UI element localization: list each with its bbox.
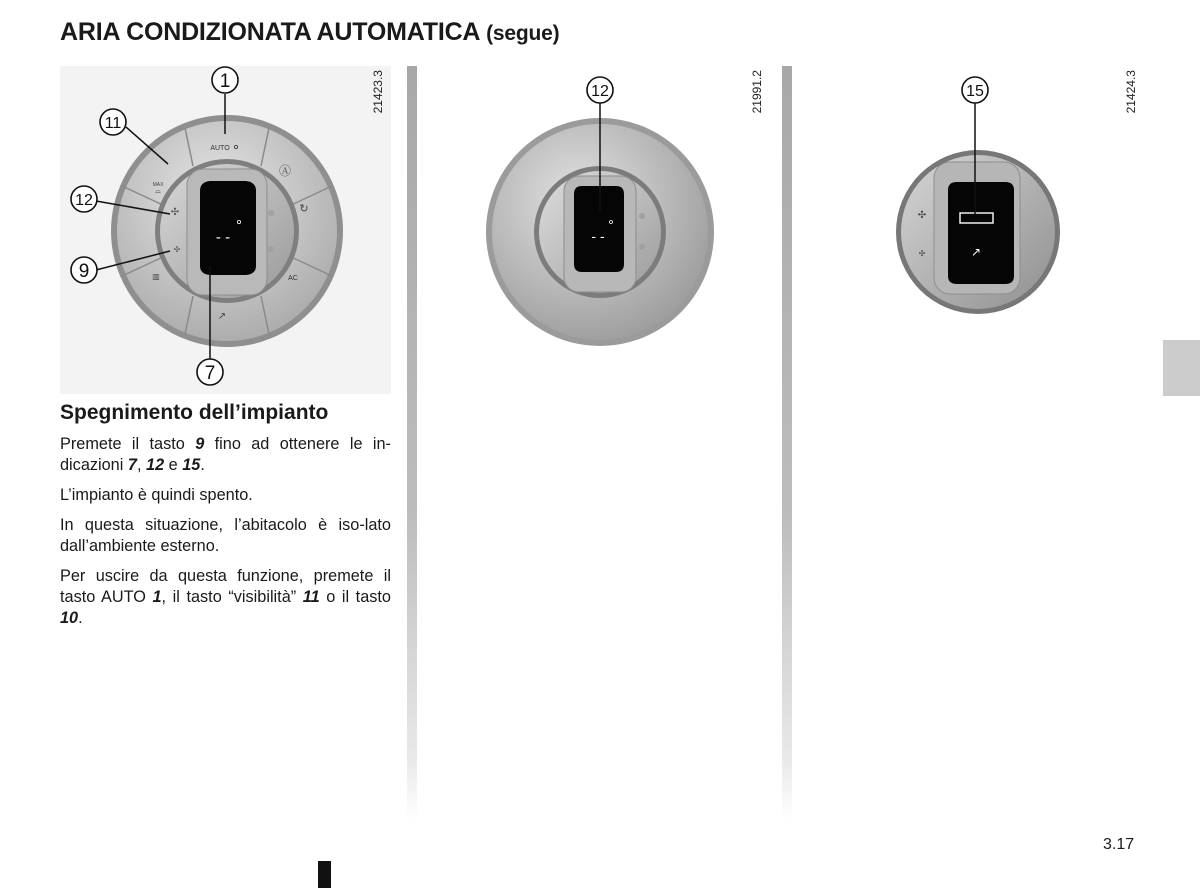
text-run: e (164, 456, 183, 474)
callout-7-label: 7 (204, 363, 216, 384)
page-number: 3.17 (1103, 836, 1135, 853)
auto-recirculation-icon: Ⓐ (278, 164, 292, 178)
text-run: o il tasto (319, 588, 391, 606)
figure-display-12 (434, 66, 764, 356)
title-suffix: (segue) (486, 22, 560, 45)
temperature-up-button[interactable] (639, 213, 645, 219)
callout-12-label: 12 (75, 192, 93, 209)
callout-12 (587, 77, 613, 103)
recirculation-icon: ↻ (299, 203, 309, 215)
callout-9 (71, 257, 97, 283)
fan-low-icon: ✣ (173, 245, 181, 254)
chapter-tab (1163, 340, 1200, 396)
key-reference: 15 (182, 456, 201, 474)
key-reference: 1 (152, 588, 162, 606)
key-reference: 12 (146, 456, 165, 474)
text-run: Per uscire da questa funzione, premete il tasto AUTO (60, 567, 391, 606)
callout-12-label: 12 (591, 83, 609, 100)
display-screen (200, 181, 256, 275)
callout-12 (71, 186, 97, 212)
rear-demist-icon: ▥ (152, 272, 160, 281)
display-screen (948, 182, 1014, 284)
temperature-down-button[interactable] (268, 246, 274, 252)
figure-full-panel (60, 66, 391, 394)
figure-code: 21991.2 (750, 70, 764, 114)
fan-low-icon: ✣ (918, 249, 926, 258)
figure-code: 21424.3 (1124, 70, 1138, 114)
fan-high-icon: ✣ (917, 210, 927, 221)
key-reference: 10 (60, 609, 79, 627)
text-run: fino ad ottenere le in-dicazioni (60, 435, 391, 474)
body-paragraph (60, 515, 391, 557)
title-main: ARIA CONDIZIONATA AUTOMATICA (60, 18, 480, 46)
windscreen-demist-icon: ⌓ (155, 188, 161, 195)
callout-9-label: 9 (78, 261, 90, 282)
fan-high-icon: ✣ (170, 207, 180, 218)
temperature-up-button[interactable] (268, 210, 274, 216)
text-run: . (78, 609, 83, 627)
callout-1-label: 1 (219, 71, 231, 92)
auto-button-label[interactable]: AUTO (210, 145, 230, 152)
callout-11-label: 11 (104, 115, 122, 132)
key-reference: 11 (302, 588, 320, 606)
display-illustration-12 (434, 66, 764, 356)
figure-code: 21423.3 (371, 70, 385, 114)
body-paragraph (60, 566, 391, 629)
text-run: Premete il tasto (60, 435, 196, 453)
page-title (60, 18, 559, 47)
callout-7 (197, 359, 223, 385)
text-run: , il tasto “visibilità” (161, 588, 303, 606)
text-run: In questa situazione, l’abitacolo è iso-lato dall’ambiente esterno. (60, 516, 391, 555)
text-run: . (200, 456, 205, 474)
callout-1 (212, 67, 238, 93)
body-paragraph (60, 485, 391, 506)
key-reference: 9 (195, 435, 205, 453)
print-crop-mark (318, 861, 331, 888)
text-run: L’impianto è quindi spento. (60, 486, 253, 504)
body-paragraph (60, 434, 391, 476)
section-heading: Spegnimento dell’impianto (60, 401, 329, 424)
key-reference: 7 (127, 456, 137, 474)
column-divider-left (407, 66, 417, 820)
display-dashes: - - (215, 229, 231, 246)
callout-15 (962, 77, 988, 103)
callout-15-label: 15 (966, 83, 984, 100)
callout-11 (100, 109, 126, 135)
climate-panel-illustration (60, 66, 391, 394)
ac-button-label[interactable]: AC (288, 275, 298, 282)
temperature-down-button[interactable] (639, 244, 645, 250)
air-distribution-icon: ↗ (970, 245, 982, 259)
display-illustration-15 (808, 66, 1138, 326)
text-run: , (136, 456, 147, 474)
figure-display-15 (808, 66, 1138, 326)
column-divider-right (782, 66, 792, 820)
max-demist-label[interactable]: MAX (152, 182, 164, 188)
display-dashes: - - (591, 228, 605, 244)
section-body (60, 434, 391, 638)
air-distribution-icon: ↗ (217, 311, 227, 322)
